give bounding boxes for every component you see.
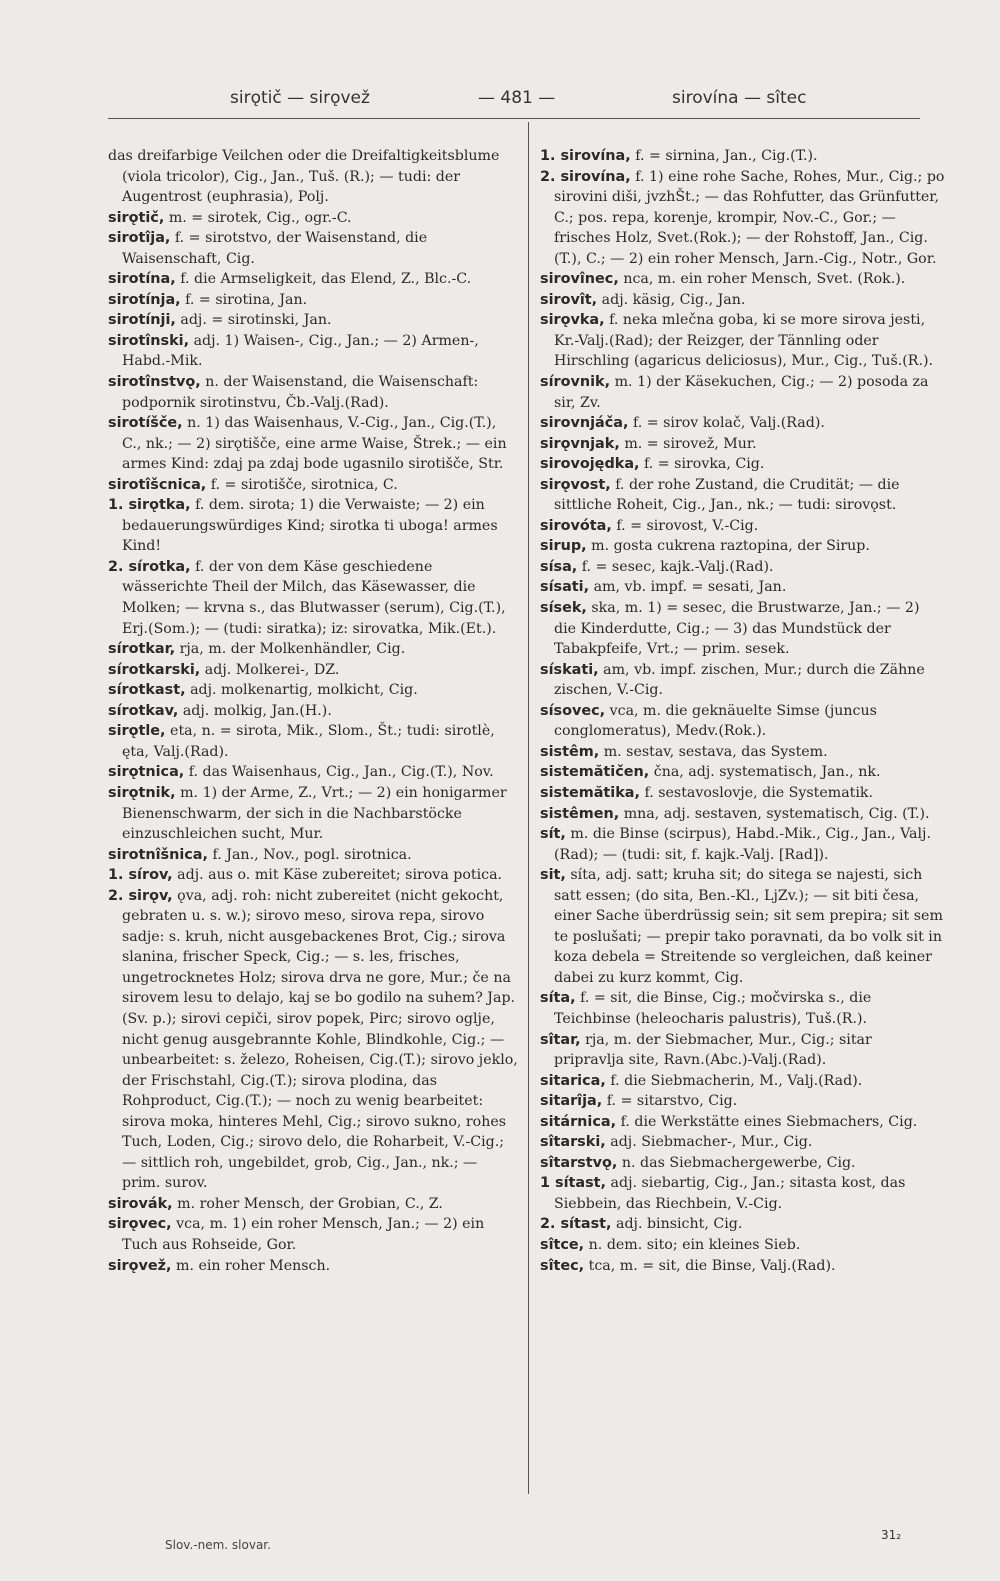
entry-definition: f. = sirotstvo, der Waisenstand, die Waisenschaft, Cig. [122,230,428,267]
entry-definition: f. die Siebmacherin, M., Valj.(Rad). [610,1072,863,1089]
entry-headword: síta, [540,990,576,1007]
entry-definition: m. ein roher Mensch. [175,1257,331,1274]
header-right-guideword: sirovína — sîtec [672,88,807,108]
entry-headword: sirovînec, [540,271,619,288]
dictionary-entry [108,639,518,660]
entry-headword: sísek, [540,600,587,617]
right-column [540,146,945,1276]
entry-headword: 1. sirǫtka, [108,497,191,514]
entry-headword: sírotkar, [108,641,176,658]
dictionary-entry [540,1071,945,1092]
entry-definition: ǫva, adj. roh: nicht zubereitet (nicht gekocht, gebraten u. s. w.); sirovo meso, sirova repa, sirovo sadje: s. kruh, nicht ausgebackenes Brot, Cig.; sirova slanina, frischer Speck, Cig.; — s. les, frisches, ungetrocknetes Holz; sirova drva ne gore, Mur.; če na sirovem lesu to delajo, kaj se bo godilo na suhem? Jap.(Sv. p.); sirovi cepiči, sirov popek, Pirc; sirovo oglje, nicht genug ausgebrannte Kohle, Blindkohle, Cig.; — unbearbeitet: s. železo, Roheisen, Cig.(T.); sirovo jeklo, der Frischstahl, Cig.(T.); sirova plodina, das Rohproduct, Cig.(T.); — noch zu wenig bearbeitet: sirova moka, hinteres Mehl, Cig.; sirovo sukno, rohes Tuch, Loden, Cig.; sirovo delo, die Roharbeit, V.-Cig.; — sittlich roh, ungebildet, grob, Cig., Jan., nk.; — prim. surov. [122,887,518,1192]
dictionary-entry [540,865,945,988]
entry-definition: f. neka mlečna goba, ki se more sirova jesti, Kr.-Valj.(Rad); der Reizger, der Tännling oder Hirschling (agaricus deliciosus), Mur., Cig., Tuš.(R.). [554,312,934,370]
entry-definition: f. = sitarstvo, Cig. [606,1093,738,1110]
entry-headword: sirǫtnik, [108,784,176,801]
entry-definition: adj. = sirotinski, Jan. [180,312,332,329]
entry-definition: adj. 1) Waisen-, Cig., Jan.; — 2) Armen-, Habd.-Mik. [122,332,479,370]
signature-mark: 31₂ [881,1528,902,1542]
entry-headword: sísati, [540,579,590,596]
dictionary-entry [540,310,945,372]
entry-headword: sirǫvec, [108,1216,172,1233]
dictionary-entry [540,577,945,598]
entry-headword: sîtec, [540,1257,585,1274]
entry-definition: f. der rohe Zustand, die Crudität; — die sittliche Roheit, Cig., Jan., nk.; — tudi: sirovǫst. [554,476,900,514]
dictionary-entry [540,1214,945,1235]
entry-definition: n. 1) das Waisenhaus, V.-Cig., Jan., Cig.(T.), C., nk.; — 2) sirǫtišče, eine arme Waise, Štrek.; — ein armes Kind: zdaj pa zdaj bode ugasnilo sirotišče, Str. [122,415,507,473]
dictionary-entry [108,310,518,331]
entry-headword: sirotîšcnica, [108,476,207,493]
dictionary-entry [540,1030,945,1071]
entry-definition: mna, adj. sestaven, systematisch, Cig. (T.). [623,805,930,822]
dictionary-entry [540,701,945,742]
entry-headword: sîtarstvǫ, [540,1154,618,1171]
dictionary-entry [540,434,945,455]
page-number: — 481 — [478,88,556,108]
entry-definition: adj. molkenartig, molkicht, Cig. [190,682,418,699]
entry-headword: sirǫvnjak, [540,435,620,452]
entry-definition: adj. siebartig, Cig., Jan.; sitasta kost, das Siebbein, das Riechbein, V.-Cig. [554,1175,906,1212]
entry-definition: f. das Waisenhaus, Cig., Jan., Cig.(T.), Nov. [188,764,494,781]
entry-definition: ska, m. 1) = sesec, die Brustwarze, Jan.; — 2) die Kinderdutte, Cig.; — 3) das Mundstück der Tabakpfeife, Vrt.; — prim. sesek. [554,600,920,658]
entry-definition: f. 1) eine rohe Sache, Rohes, Mur., Cig.; po sirovini diši, jvzhŠt.; — das Rohfutter, das Grünfutter, C.; pos. repa, korenje, krompir, Nov.-C., Gor.; — frisches Holz, Svet.(Rok.); — der Rohstoff, Jan., Cig.(T.), C.; — 2) ein roher Mensch, Jarn.-Cig., Notr., Gor. [554,168,945,267]
entry-headword: 2. sirǫv, [108,887,173,904]
entry-headword: sírotkarski, [108,661,201,678]
dictionary-entry [540,988,945,1029]
entry-headword: sirup, [540,538,587,555]
entry-headword: sískati, [540,661,599,678]
entry-definition: adj. Molkerei-, DZ. [204,661,340,678]
entry-headword: sirovojędka, [540,456,640,473]
entry-definition: f. die Armseligkeit, das Elend, Z., Blc.-C. [180,271,472,288]
entry-definition: f. Jan., Nov., pogl. sirotnica. [212,846,412,863]
entry-definition: m. 1) der Käsekuchen, Cig.; — 2) posoda za sir, Zv. [554,374,929,411]
dictionary-entry [540,269,945,290]
dictionary-entry [540,1256,945,1277]
entry-definition: rja, m. der Siebmacher, Mur., Cig.; sitar pripravlja site, Ravn.(Abc.)-Valj.(Rad). [554,1031,872,1069]
dictionary-entry [540,557,945,578]
entry-headword: sirovóta, [540,517,612,534]
entry-definition: m. = sirovež, Mur. [624,435,757,452]
dictionary-entry [108,146,518,208]
entry-headword: 2. sítast, [540,1216,612,1233]
entry-headword: sîtar, [540,1031,581,1048]
dictionary-entry [540,1153,945,1174]
entry-headword: sirǫvež, [108,1257,172,1274]
entry-headword: sirovák, [108,1195,173,1212]
entry-headword: sírotkast, [108,682,186,699]
entry-definition: f. = sirovka, Cig. [644,456,765,473]
dictionary-entry [108,208,518,229]
entry-definition: vca, m. die geknäuelte Simse (juncus conglomeratus), Medv.(Rok.). [554,702,877,740]
entry-headword: sirotînski, [108,332,190,349]
dictionary-entry [108,331,518,372]
entry-definition: am, vb. impf. = sesati, Jan. [593,579,787,596]
dictionary-entry [540,454,945,475]
entry-definition: n. dem. sito; ein kleines Sieb. [588,1236,801,1253]
entry-definition: nca, m. ein roher Mensch, Svet. (Rok.). [623,271,906,288]
entry-definition: síta, adj. satt; kruha sit; do sitega se najesti, sich satt essen; (do sita, Ben.-Kl., LjZv.); — sit biti česa, einer Sache überdrüssig sein; sit sem prepira; sit sem te poslušati; — prepir tako poravnati, da bo volk sit in koza debela = Streitende so vergleichen, daß keiner dabei zu kurz kommt, Cig. [554,867,943,986]
entry-headword: sirǫvka, [540,312,605,329]
running-header [0,88,1000,114]
entry-headword: sirotîja, [108,230,171,247]
entry-definition: am, vb. impf. zischen, Mur.; durch die Zähne zischen, V.-Cig. [554,661,925,699]
dictionary-entry [108,886,518,1194]
entry-headword: sistêm, [540,743,600,760]
entry-definition: f. = sirovost, V.-Cig. [616,517,759,534]
entry-definition: vca, m. 1) ein roher Mensch, Jan.; — 2) ein Tuch aus Rohseide, Gor. [122,1216,485,1253]
dictionary-entry [540,804,945,825]
entry-definition: n. der Waisenstand, die Waisenschaft: podpornik sirotinstvu, Čb.-Valj.(Rad). [122,374,479,411]
entry-definition: f. = sirnina, Jan., Cig.(T.). [635,148,818,164]
dictionary-entry [540,516,945,537]
dictionary-entry [108,845,518,866]
dictionary-entry [540,783,945,804]
entry-headword: sísa, [540,558,578,575]
entry-headword: sirǫtnica, [108,764,185,781]
entry-definition: f. = sirotišče, sirotnica, C. [210,476,398,493]
entry-headword: sîtce, [540,1236,585,1253]
entry-definition: eta, n. = sirota, Mik., Slom., Št.; tudi: sirotlè, ęta, Valj.(Rad). [122,723,495,760]
entry-definition: rja, m. der Molkenhändler, Cig. [179,641,406,658]
entry-definition: n. das Siebmachergewerbe, Cig. [621,1154,856,1171]
entry-definition: f. dem. sirota; 1) die Verwaiste; — 2) ein bedauerungswürdiges Kind; sirotka ti uboga! armes Kind! [122,497,498,555]
dictionary-entry [108,660,518,681]
dictionary-entry [540,742,945,763]
entry-definition: m. die Binse (scirpus), Habd.-Mik., Cig., Jan., Valj.(Rad); — (tudi: sit, f. kajk.-Valj. [Rad]). [554,826,931,863]
dictionary-entry [108,1214,518,1255]
left-column [108,146,518,1276]
entry-definition: f. sestavoslovje, die Systematik. [644,784,874,801]
entry-definition: f. die Werkstätte eines Siebmachers, Cig. [620,1113,918,1130]
entry-headword: sirovnjáča, [540,415,629,432]
entry-headword: sitárnica, [540,1113,617,1130]
entry-definition: adj. binsicht, Cig. [616,1216,743,1233]
entry-headword: sirotnîšnica, [108,846,208,863]
entry-definition: adj. käsig, Cig., Jan. [601,291,746,308]
entry-definition: adj. aus o. mit Käse zubereitet; sirova potica. [177,867,503,884]
entry-headword: sirǫvost, [540,476,611,493]
dictionary-entry [540,167,945,270]
dictionary-entry [108,1256,518,1277]
entry-headword: sirotínji, [108,312,176,329]
entry-headword: sistêmen, [540,805,620,822]
entry-definition: m. 1) der Arme, Z., Vrt.; — 2) ein honigarmer Bienenschwarm, der sich in die Nachbarstöcke einzuschleichen sucht, Mur. [122,784,507,843]
entry-definition: m. sestav, sestava, das System. [603,743,828,760]
entry-headword: sírovnik, [540,374,611,391]
dictionary-entry [540,536,945,557]
dictionary-entry [540,1235,945,1256]
entry-definition: m. gosta cukrena raztopina, der Sirup. [591,538,870,555]
entry-headword: sirǫtič, [108,209,165,226]
entry-headword: 1. sírov, [108,867,173,884]
entry-definition: f. = sit, die Binse, Cig.; močvirska s., die Teichbinse (heleocharis palustris), Tuš.(R.). [554,990,872,1027]
entry-headword: sistemătika, [540,784,640,801]
header-rule [108,118,920,119]
dictionary-entry [540,1132,945,1153]
entry-headword: sirovît, [540,291,598,308]
entry-definition: adj. Siebmacher-, Mur., Cig. [610,1134,813,1151]
dictionary-entry [108,495,518,557]
dictionary-entry [108,269,518,290]
header-left-guideword: sirǫtič — sirǫvež [230,88,370,108]
dictionary-entry [540,762,945,783]
entry-headword: sistemătičen, [540,764,650,781]
dictionary-entry [540,598,945,660]
dictionary-entry [108,290,518,311]
entry-headword: sîtarski, [540,1134,606,1151]
entry-headword: 1. sirovína, [540,148,631,164]
dictionary-entry [108,1194,518,1215]
entry-headword: 1 sítast, [540,1175,607,1192]
entry-headword: sirotínja, [108,291,181,308]
entry-definition: tca, m. = sit, die Binse, Valj.(Rad). [588,1257,836,1274]
entry-headword: sít, [540,826,566,843]
entry-definition: m. = sirotek, Cig., ogr.-C. [168,209,352,226]
entry-headword: sirǫtle, [108,723,166,740]
entry-headword: sirotína, [108,271,176,288]
dictionary-entry [108,475,518,496]
dictionary-entry [108,372,518,413]
entry-definition: f. = sirov kolač, Valj.(Rad). [632,415,825,432]
footer-note: Slov.-nem. slovar. [165,1538,271,1552]
dictionary-entry [108,413,518,475]
entry-headword: sísovec, [540,702,606,719]
dictionary-entry [540,372,945,413]
dictionary-entry [108,762,518,783]
dictionary-entry [540,475,945,516]
entry-headword: sit, [540,867,566,884]
entry-definition: adj. molkig, Jan.(H.). [182,702,332,719]
dictionary-entry [540,1112,945,1133]
dictionary-entry [108,680,518,701]
entry-headword: sitarica, [540,1072,606,1089]
column-divider [528,122,529,1494]
entry-headword: sirotînstvǫ, [108,374,201,391]
entry-headword: 2. sírotka, [108,558,191,575]
dictionary-entry [540,1173,945,1214]
entry-definition: f. = sirotina, Jan. [185,291,308,308]
dictionary-entry [108,701,518,722]
dictionary-entry [108,865,518,886]
entry-definition: f. der von dem Käse geschiedene wässerichte Theil der Milch, das Käsewasser, die Molken; — krvna s., das Blutwasser (serum), Cig.(T.), Erj.(Som.); — (tudi: siratka); iz: sirovatka, Mik.(Et.). [122,558,506,637]
entry-headword: sirotíšče, [108,415,183,432]
dictionary-entry [108,721,518,762]
dictionary-entry [540,1091,945,1112]
entry-definition: m. roher Mensch, der Grobian, C., Z. [177,1195,443,1212]
entry-headword: sírotkav, [108,702,179,719]
entry-definition: čna, adj. systematisch, Jan., nk. [653,764,881,781]
dictionary-entry [540,413,945,434]
dictionary-entry [108,557,518,639]
dictionary-entry [540,146,945,167]
dictionary-entry [540,290,945,311]
entry-definition: f. = sesec, kajk.-Valj.(Rad). [581,558,774,575]
dictionary-entry [108,228,518,269]
entry-headword: sitarîja, [540,1093,603,1110]
entry-headword: 2. sirovína, [540,168,631,185]
entry-definition: das dreifarbige Veilchen oder die Dreifaltigkeitsblume (viola tricolor), Cig., Jan., Tuš. (R.); — tudi: der Augentrost (euphrasia), Polj. [108,148,500,206]
dictionary-entry [108,783,518,845]
dictionary-entry [540,660,945,701]
dictionary-entry [540,824,945,865]
